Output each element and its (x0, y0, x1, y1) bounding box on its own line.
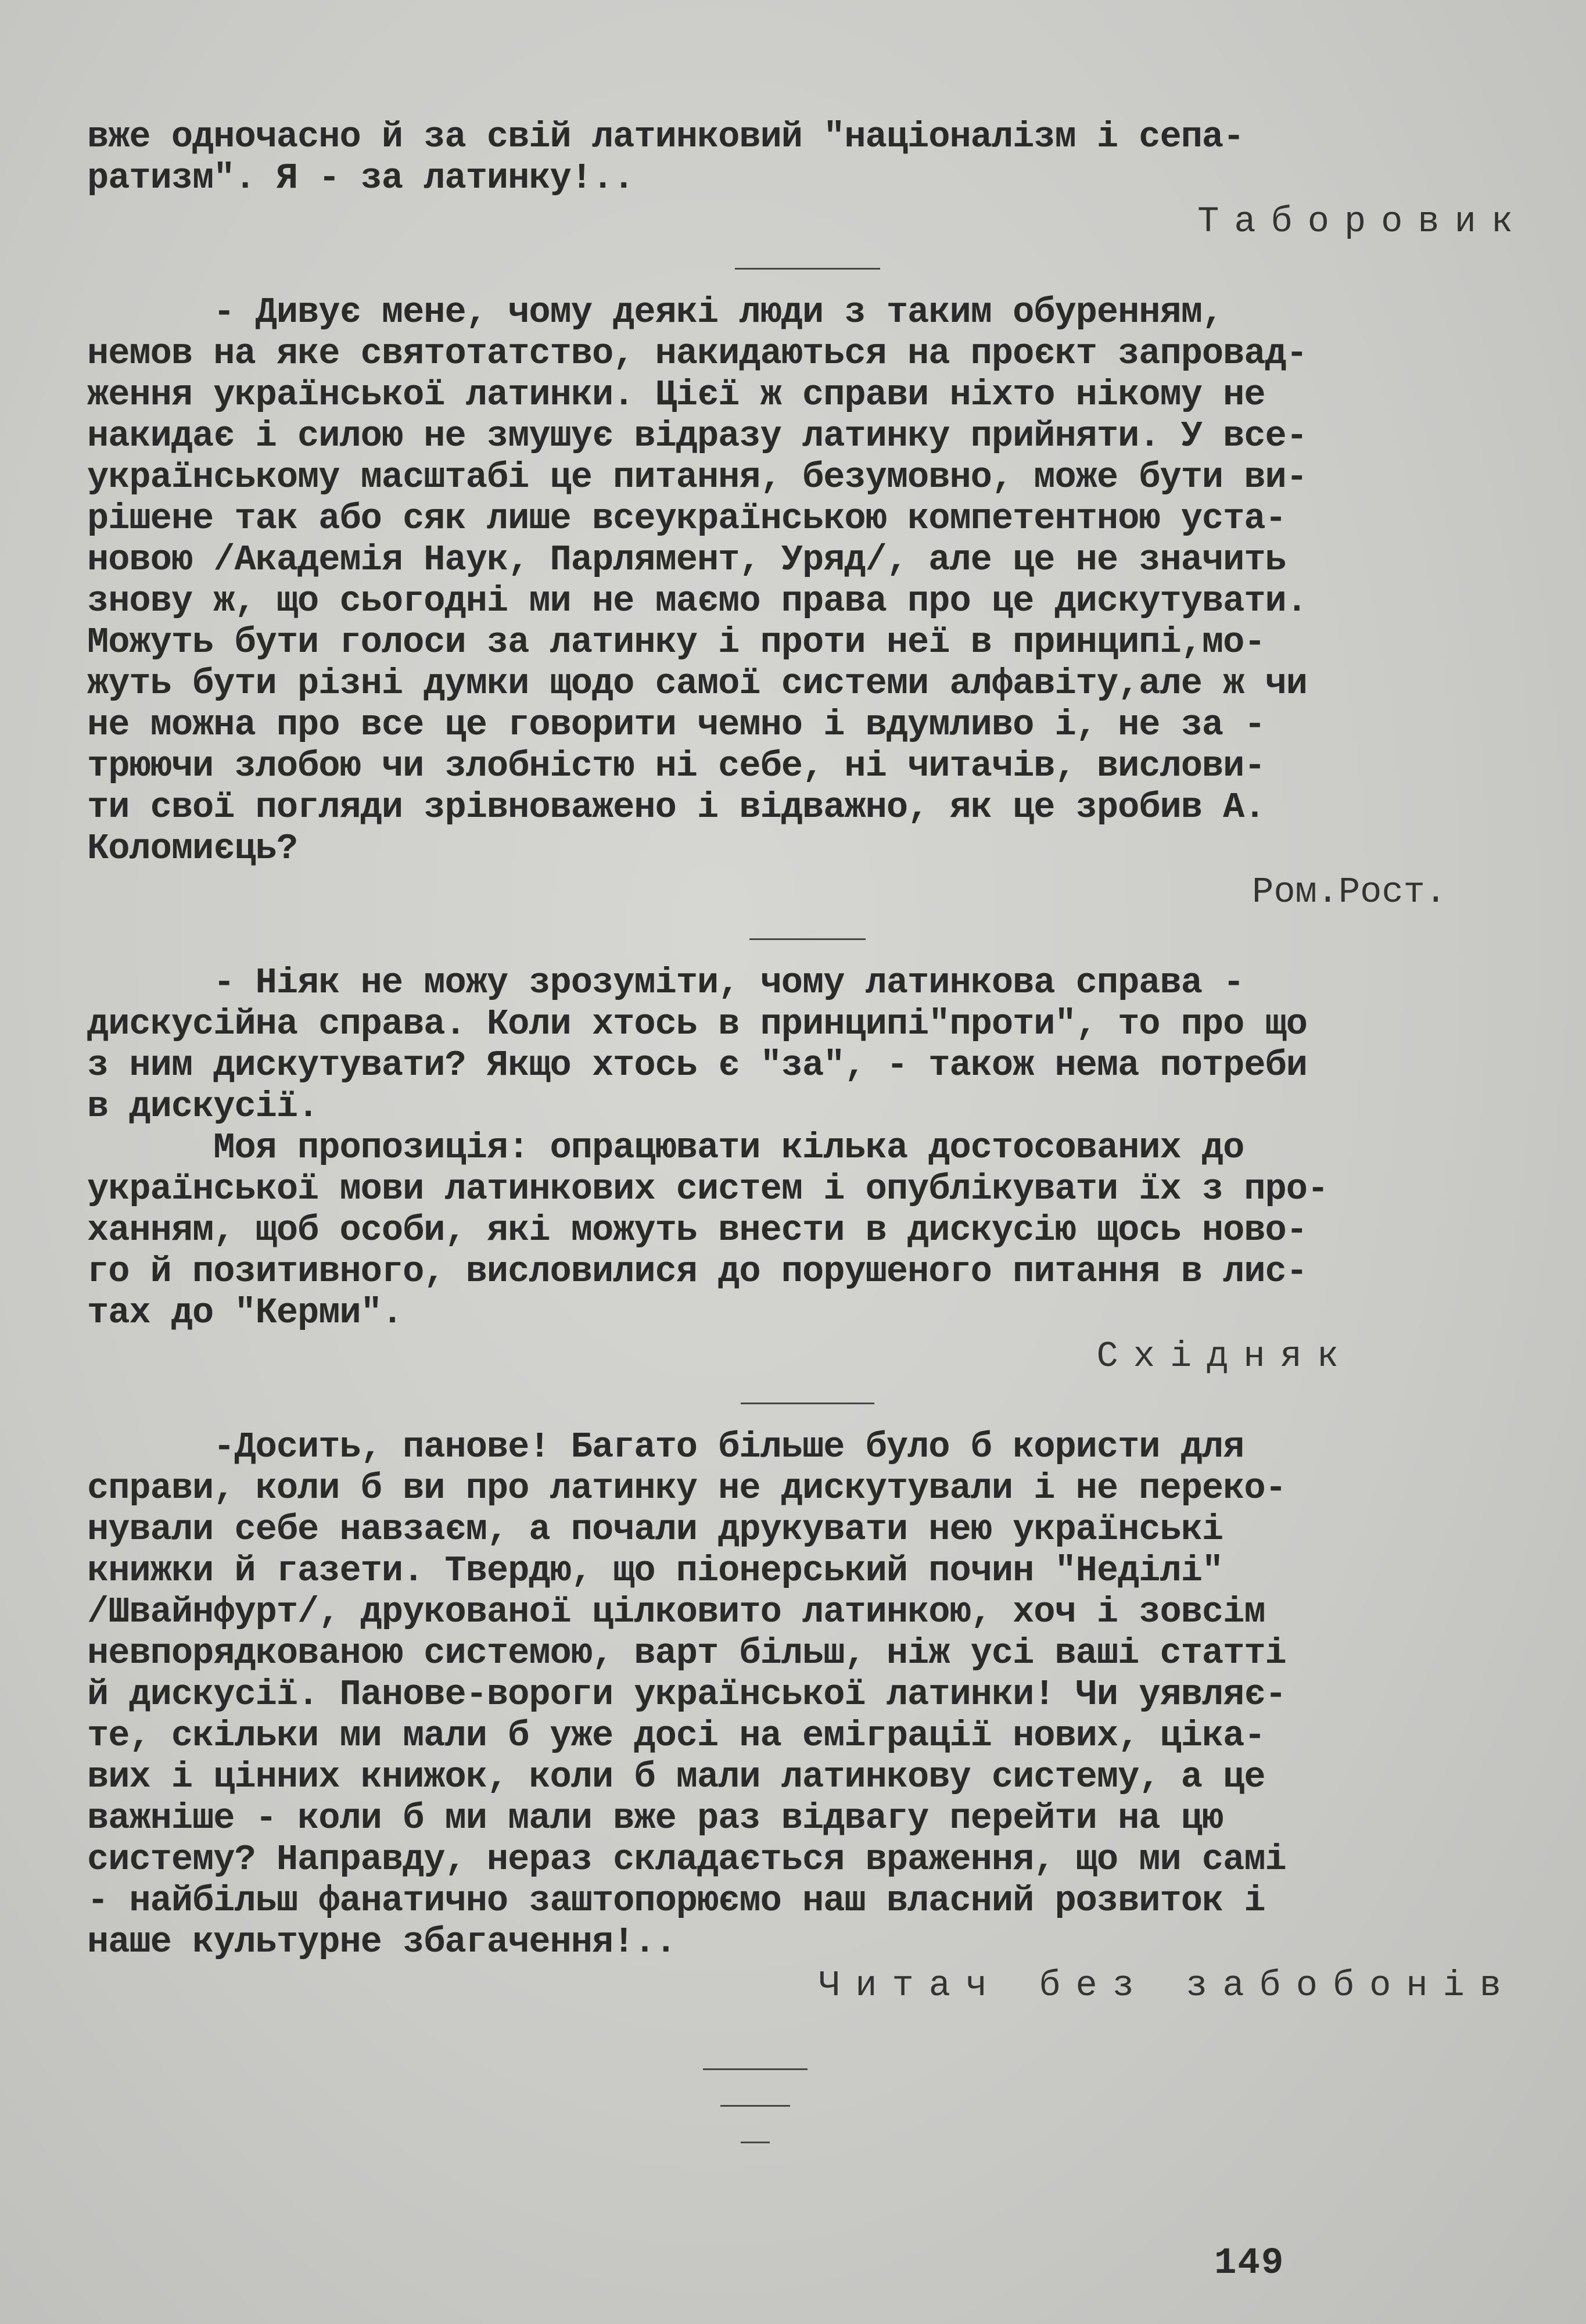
text-line: ратизм". Я - за латинку!.. (87, 157, 634, 199)
text-line: - Ніяк не можу зрозуміти, чому латинкова справа - (87, 962, 1244, 1003)
separator (87, 1380, 1528, 1426)
text-line: систему? Направду, нераз складається враження, що ми самі (87, 1839, 1286, 1880)
text-line: важніше - коли б ми мали вже раз відвагу перейти на цю (87, 1798, 1223, 1839)
text-line: накидає і силою не змушує відразу латинку прийняти. У все- (87, 415, 1307, 457)
text-line: ження української латинки. Цієї ж справи ніхто нікому не (87, 374, 1265, 415)
text-line: в дискусії. (87, 1086, 319, 1127)
text-line: книжки й газети. Твердю, що піонерський почин "Неділі" (87, 1550, 1223, 1591)
text-line: нували себе навзаєм, а почали друкувати нею українські (87, 1509, 1223, 1550)
page-number: 149 (1214, 2243, 1285, 2284)
text-line: вих і цінних книжок, коли б мали латинкову систему, а це (87, 1756, 1265, 1798)
text-line: не можна про все це говорити чемно і вдумливо і, не за - (87, 704, 1265, 745)
text-line: вже одночасно й за свій латинковий "націоналізм і сепа- (87, 116, 1244, 157)
text-line: Коломиєць? (87, 828, 298, 869)
text-line: Можуть бути голоси за латинку і проти неї в принципі,мо- (87, 622, 1265, 663)
separator (87, 245, 1528, 292)
separator (87, 916, 1528, 962)
letter-signature: Ром.Рост. (1252, 871, 1447, 913)
text-line: з ним дискутувати? Якщо хтось є "за", - також нема потреби (87, 1045, 1307, 1086)
text-line: немов на яке святотатство, накидаються на проєкт запровад- (87, 333, 1307, 374)
text-line: української мови латинкових систем і опублікувати їх з про- (87, 1168, 1329, 1210)
letters-column (87, 116, 1528, 2009)
text-line: тах до "Керми". (87, 1292, 403, 1333)
ornament-line (720, 2105, 790, 2107)
text-line: /Швайнфурт/, друкованої цілковито латинкою, хоч і зовсім (87, 1591, 1265, 1633)
text-line: -Досить, панове! Багато більше було б користи для (87, 1426, 1244, 1468)
letter-section (87, 962, 1528, 1380)
text-line: наше культурне збагачення!.. (87, 1921, 676, 1963)
text-line: рішене так або сяк лише всеукраїнською компетентною уста- (87, 498, 1286, 539)
text-line: ханням, щоб особи, які можуть внести в дискусію щось ново- (87, 1210, 1307, 1251)
ornament-line (703, 2068, 808, 2070)
separator-line (741, 1403, 874, 1404)
text-line: невпорядкованою системою, варт більш, ніж усі ваші статті (87, 1633, 1286, 1674)
letter-signature: Читач без забобонів (819, 1965, 1516, 2006)
text-line: й дискусії. Панове-вороги української латинки! Чи уявляє- (87, 1674, 1286, 1715)
text-line: жуть бути різні думки щодо самої системи алфавіту,але ж чи (87, 663, 1307, 704)
text-line: - найбільш фанатично заштопорюємо наш власний розвиток і (87, 1880, 1265, 1921)
text-line: Моя пропозиція: опрацювати кілька достосованих до (87, 1127, 1244, 1168)
letter-section (87, 116, 1528, 245)
letter-section (87, 1426, 1528, 2009)
text-line: дискусійна справа. Коли хтось в принципі"проти", то про що (87, 1003, 1307, 1045)
text-line: - Дивує мене, чому деякі люди з таким обуренням, (87, 292, 1223, 333)
separator-line (749, 938, 866, 940)
text-line: справи, коли б ви про латинку не дискутували і не переко- (87, 1468, 1286, 1509)
text-line: ти свої погляди зрівноважено і відважно, як це зробив А. (87, 787, 1265, 828)
letter-section (87, 292, 1528, 916)
text-line: українському масштабі це питання, безумовно, може бути ви- (87, 457, 1307, 498)
separator-line (735, 268, 880, 270)
text-line: новою /Академія Наук, Парлямент, Уряд/, але це не значить (87, 539, 1286, 580)
text-line: го й позитивного, висловилися до порушеного питання в лис- (87, 1251, 1307, 1292)
ornament-line (741, 2142, 770, 2143)
text-line: знову ж, що сьогодні ми не маємо права про це дискутувати. (87, 580, 1307, 622)
text-line: трюючи злобою чи злобністю ні себе, ні читачів, вислови- (87, 745, 1265, 787)
text-line: те, скільки ми мали б уже досі на еміграції нових, цікa- (87, 1715, 1265, 1756)
letter-signature: Таборовик (1197, 201, 1528, 242)
end-ornament (697, 2068, 813, 2178)
letter-signature: Східняк (1096, 1336, 1354, 1377)
